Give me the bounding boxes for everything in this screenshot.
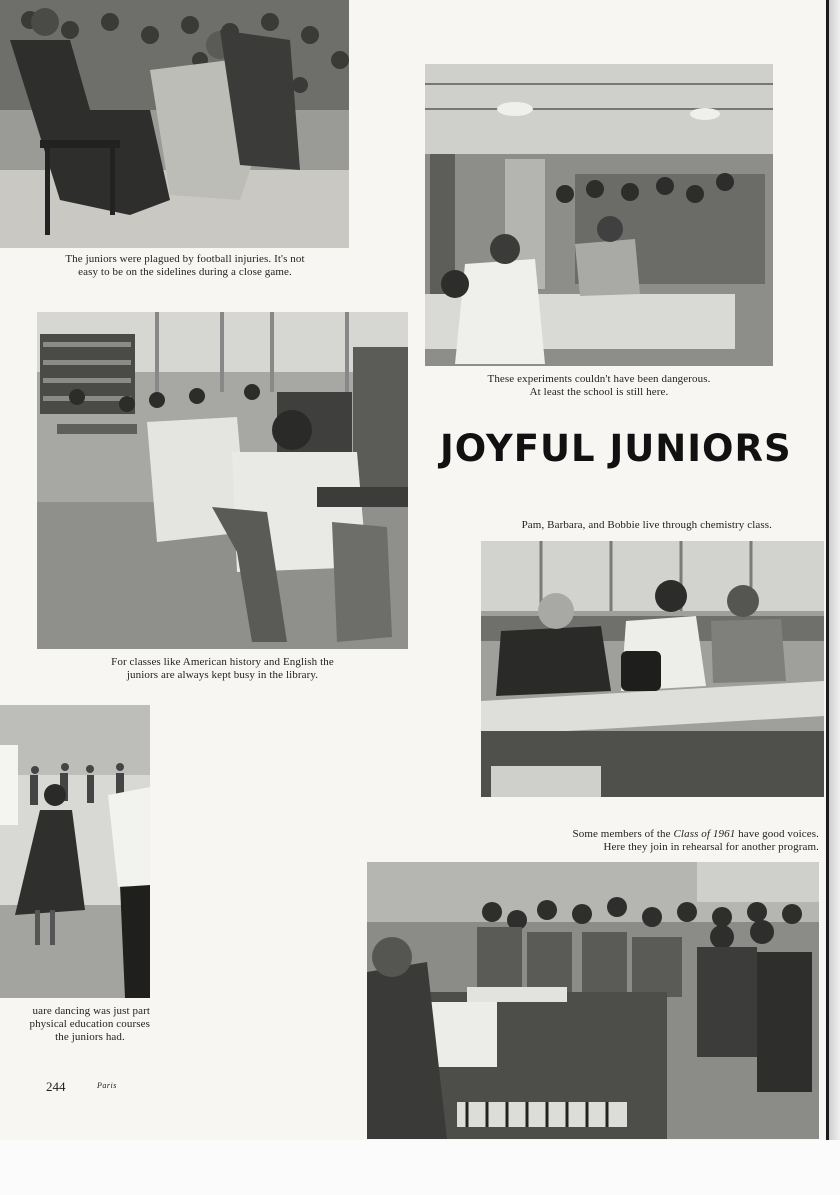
scan-margin — [0, 1140, 840, 1195]
caption-line: Here they join in rehearsal for another program. — [603, 841, 819, 853]
caption-text: have good voices. — [738, 828, 819, 840]
photo-choir-rehearsal — [367, 862, 819, 1139]
photo-lab-experiments — [425, 64, 773, 366]
caption-line: The juniors were plagued by football injuries. It's not — [65, 253, 305, 265]
caption-experiments — [425, 373, 773, 399]
caption-football — [20, 253, 350, 279]
caption-class-name: Class of 1961 — [673, 828, 736, 840]
photo-library — [37, 312, 408, 649]
caption-line: physical education courses — [29, 1018, 150, 1030]
caption-library — [37, 656, 408, 682]
caption-text: Some members of the — [572, 828, 671, 840]
caption-line: For classes like American history and English the — [111, 656, 334, 668]
page-edge — [829, 0, 840, 1140]
caption-line: Pam, Barbara, and Bobbie live through chemistry class. — [521, 519, 772, 531]
caption-chemistry — [470, 519, 772, 532]
caption-line: juniors are always kept busy in the library. — [126, 669, 319, 681]
photo-chemistry-class — [481, 541, 824, 797]
caption-line: the juniors had. — [55, 1031, 125, 1043]
caption-line: At least the school is still here. — [529, 386, 669, 398]
page-number: 244 — [46, 1079, 66, 1094]
photo-football-sidelines — [0, 0, 349, 248]
caption-dancing — [0, 1005, 150, 1044]
page-title: JOYFUL JUNIORS — [440, 427, 792, 470]
caption-line: uare dancing was just part — [32, 1005, 150, 1017]
caption-line — [369, 828, 819, 841]
section-name: Paris — [97, 1081, 117, 1090]
caption-line: easy to be on the sidelines during a close game. — [78, 266, 292, 278]
photo-square-dancing — [0, 705, 150, 998]
caption-choir — [369, 828, 819, 854]
caption-line: These experiments couldn't have been dangerous. — [487, 373, 711, 385]
